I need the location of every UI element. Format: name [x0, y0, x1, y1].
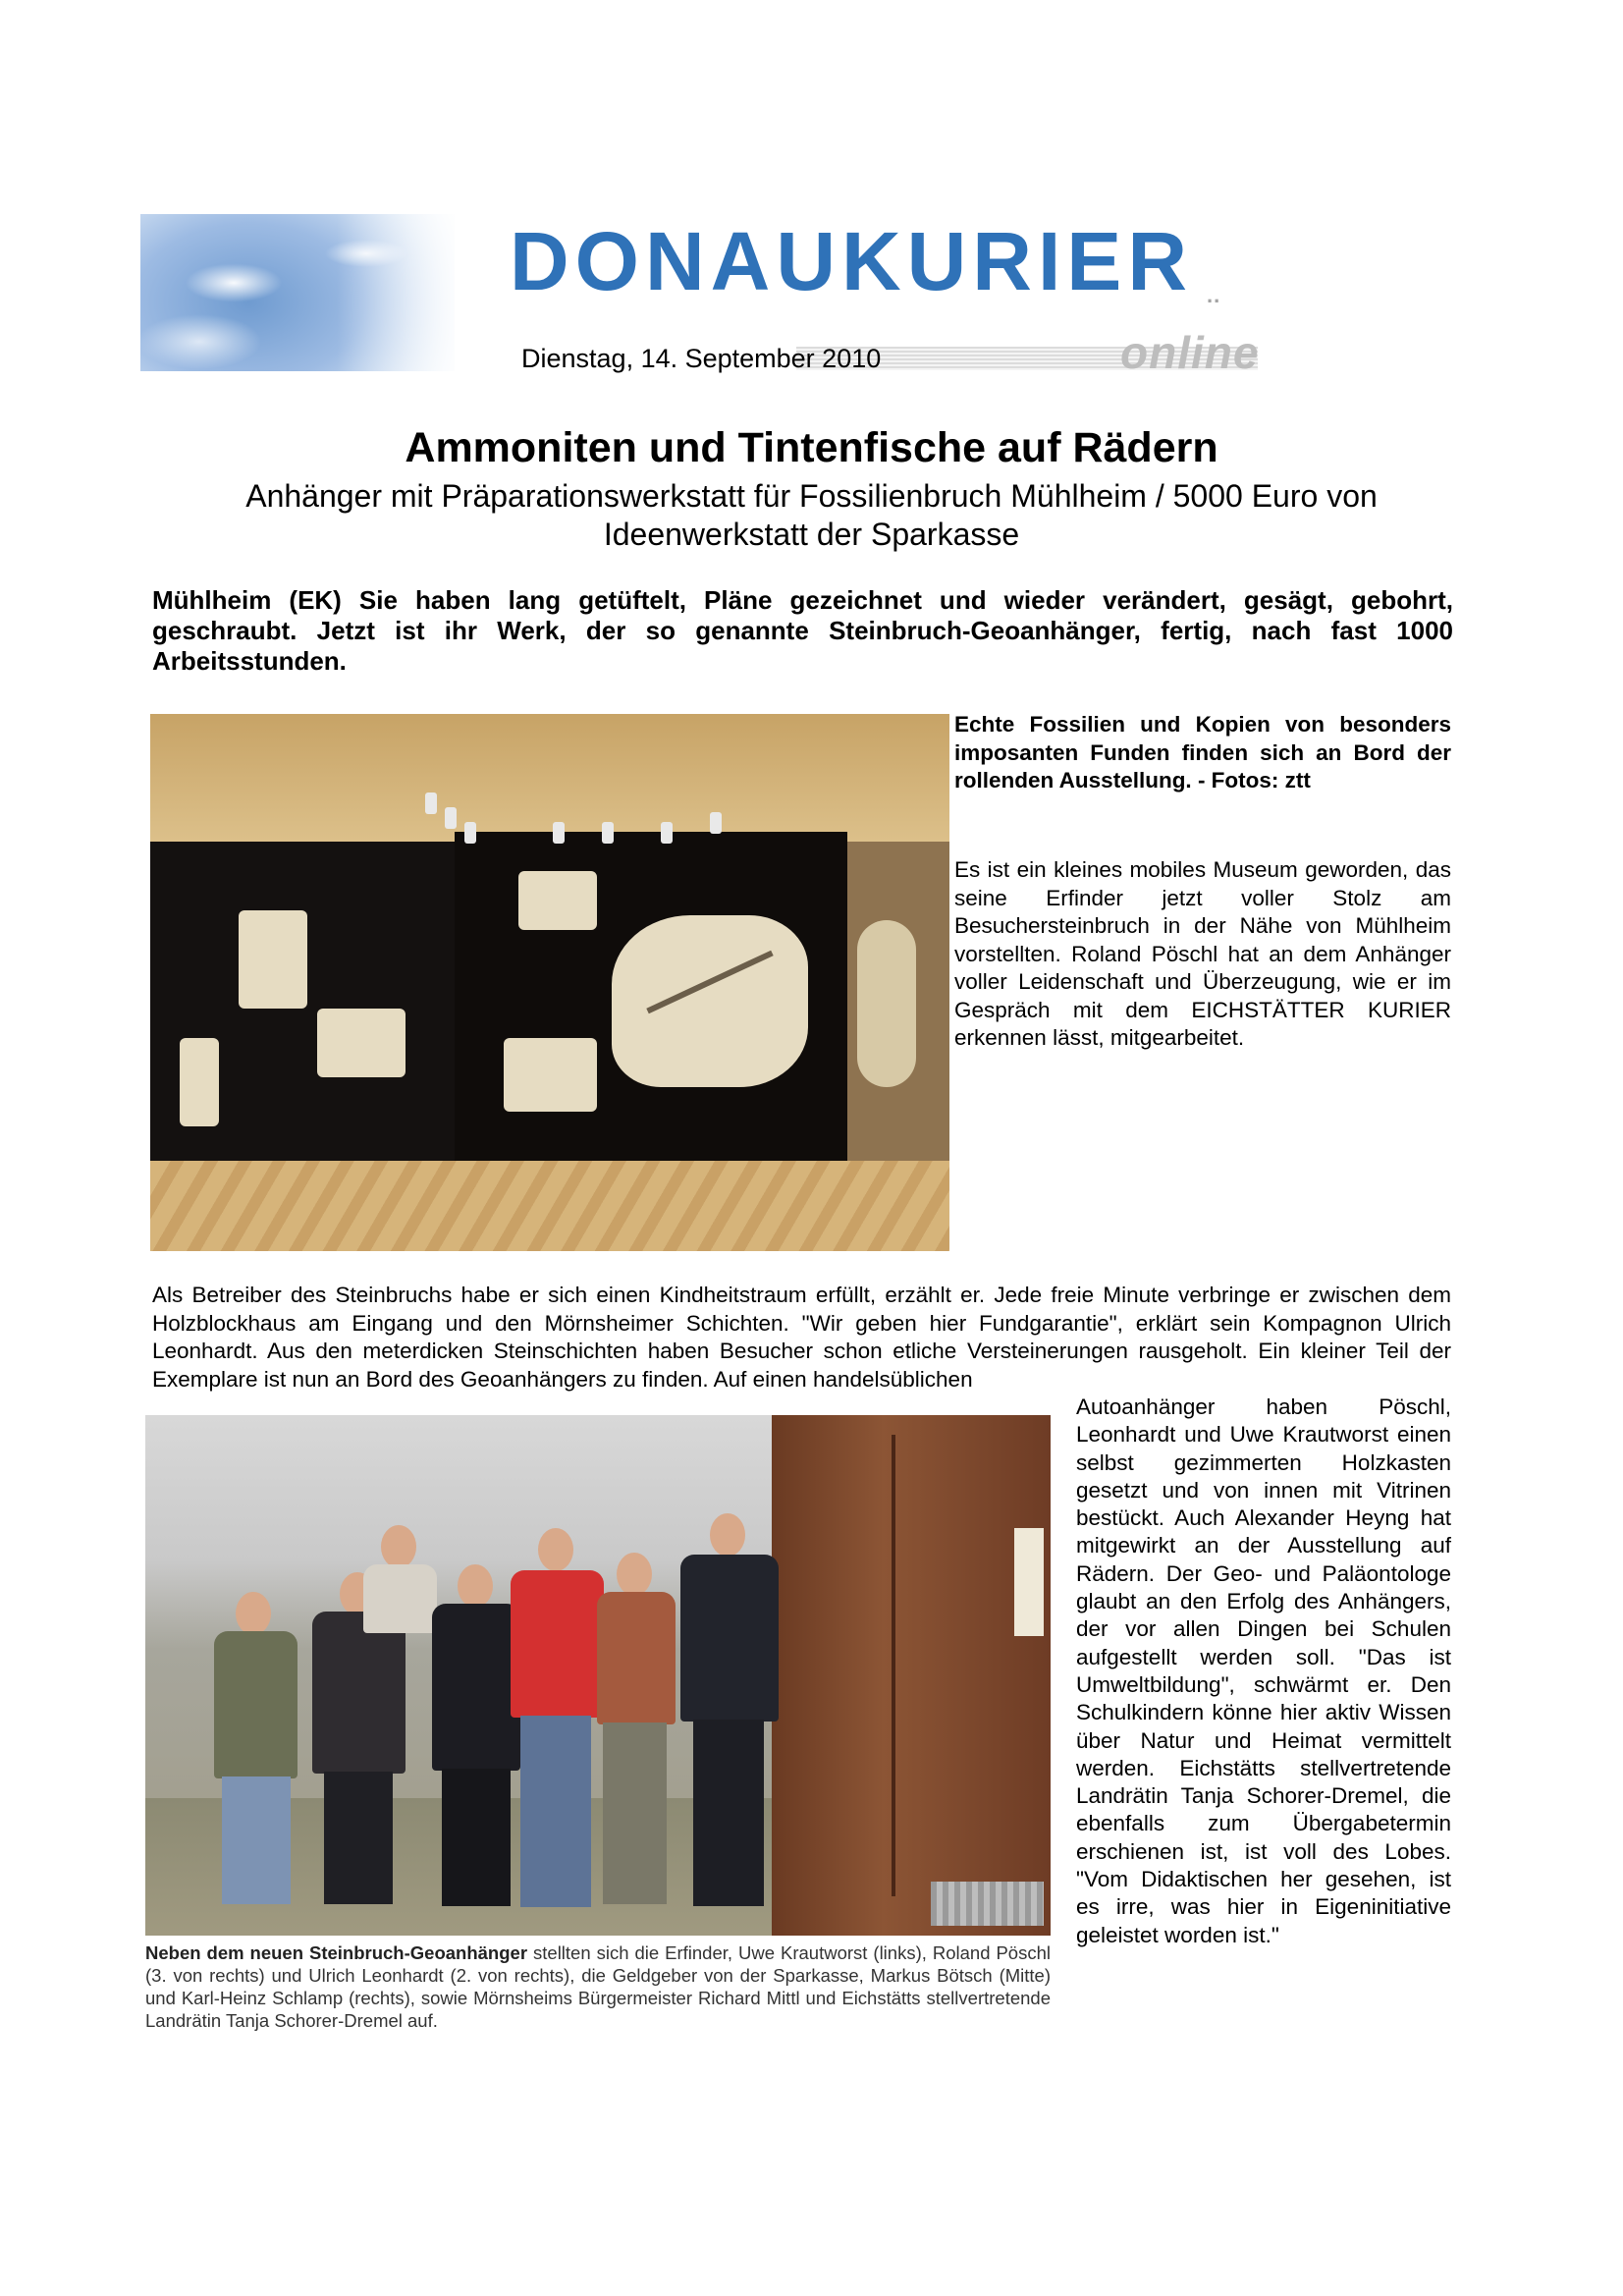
person-head: [381, 1525, 416, 1568]
fossil-slab: [239, 910, 307, 1009]
trailer-step: [931, 1882, 1044, 1926]
person-head: [617, 1553, 652, 1596]
masthead: [140, 214, 1270, 378]
publication-date: Dienstag, 14. September 2010: [521, 344, 882, 373]
person-body: [597, 1592, 676, 1724]
person-head: [236, 1592, 271, 1635]
article-headline: Ammoniten und Tintenfische auf Rädern: [405, 424, 1218, 471]
fossil-slab: [857, 920, 916, 1087]
brand-suffix: ..: [1207, 283, 1221, 307]
photo2-caption-text: stellten sich die Erfinder, Uwe Krautworst (links), Roland Pöschl (3. von rechts) und Ulrich Leonhardt (2. von rechts), die Geldgeber von der Sparkasse, Markus Bötsch (Mitte) und Karl-Heinz Schlamp (rechts), sowie Mörnsheims Bürgermeister Richard Mittl und Eichstätts stellvertretende Landrätin Tanja Schorer-Dremel auf.: [145, 1942, 1051, 2031]
photo1-caption: Echte Fossilien und Kopien von besonders imposanten Funden finden sich an Bord der rollenden Ausstellung. - Fotos: ztt: [954, 712, 1451, 793]
person-head: [710, 1513, 745, 1557]
online-label: online: [1120, 327, 1260, 378]
person-body: [312, 1612, 406, 1774]
article-lead: Mühlheim (EK) Sie haben lang getüftelt, Pläne gezeichnet und wieder verändert, gesägt, gebohrt, geschraubt. Jetzt ist ihr Werk, der so genannte Steinbruch-Geoanhänger, fertig, nach fast 1000 Arbeitsstunden.: [152, 585, 1453, 676]
person-body: [363, 1564, 437, 1633]
article-paragraph-2: Als Betreiber des Steinbruchs habe er sich einen Kindheitstraum erfüllt, erzählt er. Jede freie Minute verbringe er zwischen dem Holzblockhaus am Eingang und den Mörnsheimer Schichten. "Wir geben hier Fundgarantie", erklärt sein Kompagnon Ulrich Leonhardt. Aus den meterdicken Steinschichten haben Besucher schon etliche Versteinerungen rausgeholt. Ein kleiner Teil der Exemplare ist nun an Bord des Geoanhängers zu finden. Auf einen handelsüblichen: [152, 1283, 1451, 1392]
trailer-poster: [1014, 1528, 1044, 1636]
article-paragraph-3: Autoanhänger haben Pöschl, Leonhardt und Uwe Krautworst einen selbst gezimmerten Holzkasten gesetzt und von innen mit Vitrinen bestückt. Auch Alexander Heyng hat mitgewirkt an der Ausstellung auf Rädern. Der Geo- und Paläontologe glaubt an den Erfolg des Anhängers, der vor allen Dingen bei Schulen aufgestellt werden soll. "Das ist Umweltbildung", schwärmt er. Den Schulkindern könne hier aktiv Wissen über Natur und Heimat vermittelt werden. Eichstätts stellvertretende Landrätin Tanja Schorer-Dremel, die ebenfalls zum Übergabetermin erschienen ist, ist voll des Lobes. "Vom Didaktischen her gesehen, ist es irre, was hier in Eigeninitiative geleistet worden ist.": [1076, 1394, 1451, 1947]
article-subhead: Anhänger mit Präparationswerkstatt für Fossilienbruch Mühlheim / 5000 Euro von Ideenwerkstatt der Sparkasse: [245, 478, 1378, 552]
fossil-slab: [504, 1038, 597, 1112]
photo2-caption: [145, 1941, 1051, 2032]
person-head: [538, 1528, 573, 1571]
fossil-exhibit-photo: [150, 714, 949, 1251]
person-body: [214, 1631, 298, 1778]
fossil-slab: [317, 1009, 406, 1077]
article-paragraph-1: Es ist ein kleines mobiles Museum geworden, das seine Erfinder jetzt voller Stolz am Besuchersteinbruch in der Nähe von Mühlheim vorstellten. Roland Pöschl hat an dem Anhänger voller Leidenschaft und Überzeugung, wie er im Gespräch mit dem EICHSTÄTTER KURIER erkennen lässt, mitgearbeitet.: [954, 857, 1451, 1050]
person-body: [432, 1604, 520, 1771]
trailer-door: [772, 1415, 1051, 1936]
photo2-caption-bold: Neben dem neuen Steinbruch-Geoanhänger: [145, 1942, 528, 1963]
person-body: [511, 1570, 604, 1718]
person-head: [458, 1564, 493, 1608]
brand-logo: DONAUKURIER: [510, 215, 1193, 307]
fossil-slab: [612, 915, 808, 1087]
fossil-slab: [518, 871, 597, 930]
fossil-slab: [180, 1038, 219, 1126]
person-body: [680, 1555, 779, 1722]
group-photo: [145, 1415, 1051, 1936]
